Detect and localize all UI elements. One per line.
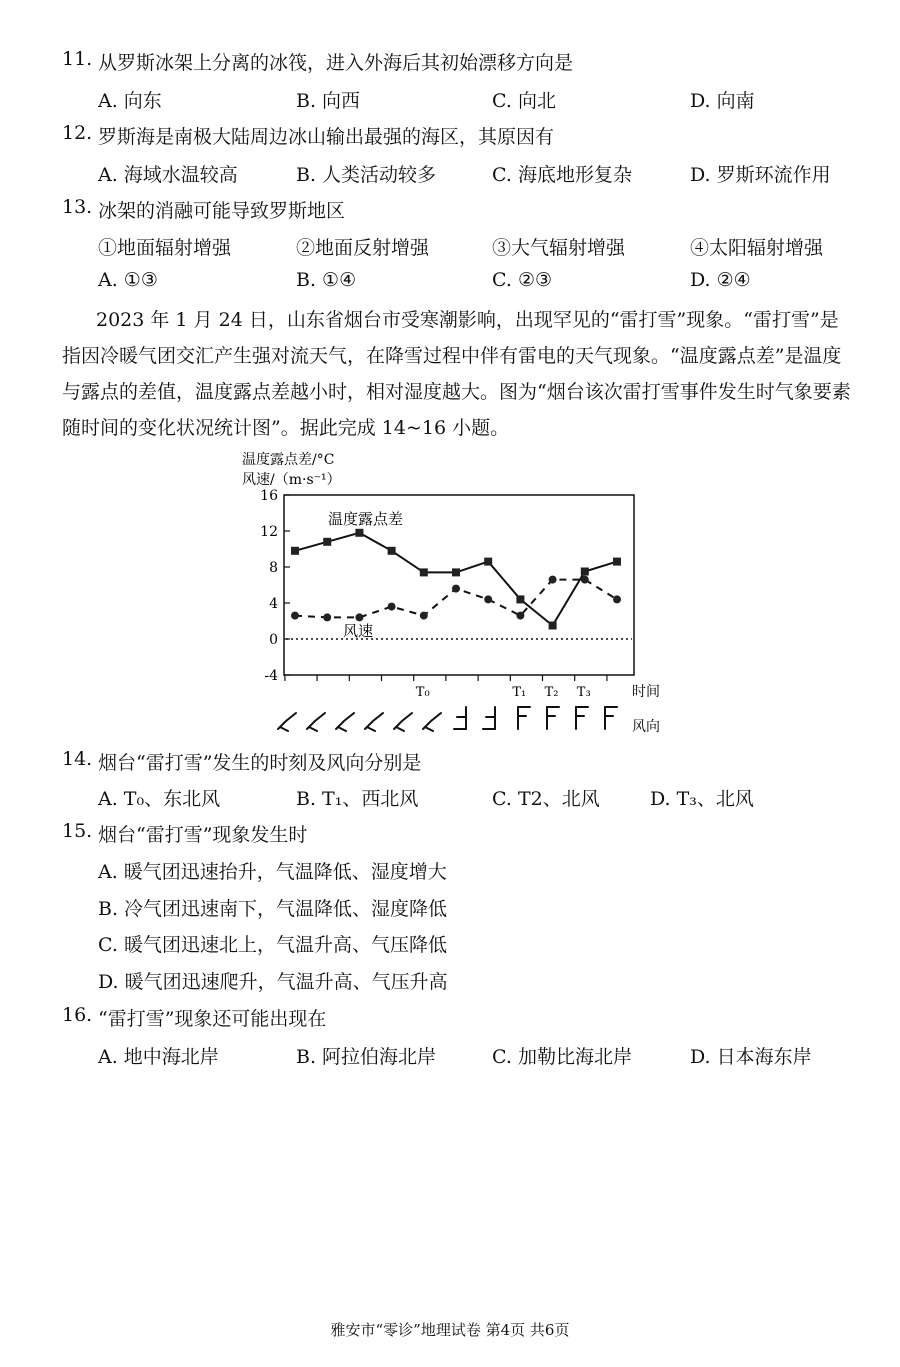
statement-4: ④太阳辐射增强 xyxy=(690,237,824,259)
wind-barb-feather xyxy=(309,727,317,731)
wind-barb-icon xyxy=(576,707,588,729)
option-a[interactable]: A. ①③ xyxy=(98,269,158,291)
option-d[interactable]: D. 罗斯环流作用 xyxy=(690,164,831,186)
windspeed-point xyxy=(323,613,331,621)
wind-barb-feather xyxy=(367,727,375,731)
windspeed-point xyxy=(549,576,557,584)
option-b[interactable]: B. 阿拉伯海北岸 xyxy=(296,1046,437,1068)
question-stem: 冰架的消融可能导致罗斯地区 xyxy=(98,200,346,222)
dewpoint-point xyxy=(613,558,621,566)
wind-barb-icon xyxy=(307,713,325,731)
dewpoint-line xyxy=(295,533,617,626)
dewpoint-point xyxy=(355,529,363,537)
statement-3: ③大气辐射增强 xyxy=(492,237,626,259)
wind-barb-icon xyxy=(454,707,466,729)
wind-barb-icon xyxy=(605,707,617,729)
wind-barb-feather xyxy=(396,727,404,731)
option-d[interactable]: D. 日本海东岸 xyxy=(690,1046,812,1068)
time-marker-label: T₂ xyxy=(544,685,559,700)
y-axis-label-2: 风速/（m·s⁻¹） xyxy=(242,472,341,488)
option-d[interactable]: D. T₃、北风 xyxy=(650,788,754,810)
option-c[interactable]: C. 向北 xyxy=(492,90,556,112)
question-stem: “雷打雪”现象还可能出现在 xyxy=(98,1008,327,1030)
question-stem: 烟台“雷打雪”现象发生时 xyxy=(98,824,308,846)
option-c[interactable]: C. ②③ xyxy=(492,269,553,291)
question-number: 12. xyxy=(62,122,93,144)
question-number: 16. xyxy=(62,1004,93,1026)
option-c[interactable]: C. 加勒比海北岸 xyxy=(492,1046,632,1068)
question-stem: 烟台“雷打雪”发生的时刻及风向分别是 xyxy=(98,752,422,774)
wind-barb-icon xyxy=(547,707,559,729)
wind-barb-feather xyxy=(425,727,433,731)
dewpoint-point xyxy=(549,622,557,630)
statement-1: ①地面辐射增强 xyxy=(98,237,232,259)
time-marker-label: T₁ xyxy=(512,685,527,700)
dewpoint-point xyxy=(388,547,396,555)
question-number: 14. xyxy=(62,748,93,770)
option-a[interactable]: A. 海域水温较高 xyxy=(98,164,238,186)
wind-barb-icon xyxy=(423,713,441,731)
option-c[interactable]: C. T2、北风 xyxy=(492,788,600,810)
option-b[interactable]: B. 冷气团迅速南下，气温降低、湿度降低 xyxy=(98,898,448,920)
option-b[interactable]: B. T₁、西北风 xyxy=(296,788,419,810)
y-axis-label-1: 温度露点差/°C xyxy=(242,452,335,468)
y-tick-label: 12 xyxy=(260,524,278,540)
wind-barb-feather xyxy=(280,727,288,731)
question-stem: 从罗斯冰架上分离的冰筏，进入外海后其初始漂移方向是 xyxy=(98,52,574,74)
dewpoint-point xyxy=(323,538,331,546)
option-b[interactable]: B. 向西 xyxy=(296,90,361,112)
y-tick-label: 8 xyxy=(269,560,278,576)
statement-2: ②地面反射增强 xyxy=(296,237,430,259)
windspeed-point xyxy=(452,585,460,593)
windspeed-point xyxy=(355,613,363,621)
option-a[interactable]: A. 向东 xyxy=(98,90,162,112)
option-a[interactable]: A. 地中海北岸 xyxy=(98,1046,219,1068)
windspeed-point xyxy=(613,595,621,603)
dewpoint-point xyxy=(581,568,589,576)
y-tick-label: -4 xyxy=(264,668,278,684)
windspeed-point xyxy=(581,576,589,584)
option-d[interactable]: D. ②④ xyxy=(690,269,751,291)
windspeed-point xyxy=(388,603,396,611)
wind-barb-icon xyxy=(365,713,383,731)
question-number: 11. xyxy=(62,48,93,70)
wind-barb-icon xyxy=(336,713,354,731)
wind-barb-icon xyxy=(394,713,412,731)
dewpoint-point xyxy=(291,547,299,555)
windspeed-point xyxy=(484,595,492,603)
option-a[interactable]: A. T₀、东北风 xyxy=(98,788,221,810)
question-number: 13. xyxy=(62,196,93,218)
windspeed-point xyxy=(291,612,299,620)
time-marker-label: T₃ xyxy=(576,685,591,700)
y-tick-label: 0 xyxy=(269,632,278,648)
dewpoint-point xyxy=(452,568,460,576)
dewpoint-point xyxy=(420,568,428,576)
option-b[interactable]: B. 人类活动较多 xyxy=(296,164,437,186)
series-label-dewpoint: 温度露点差 xyxy=(328,510,404,528)
page-footer: 雅安市“零诊”地理试卷 第4页 共6页 xyxy=(330,1321,570,1339)
series-label-windspeed: 风速 xyxy=(343,622,374,640)
y-tick-label: 4 xyxy=(269,596,278,612)
weather-chart xyxy=(228,444,668,744)
wind-row-label: 风向 xyxy=(632,719,660,735)
time-marker-label: T₀ xyxy=(415,685,430,700)
option-d[interactable]: D. 向南 xyxy=(690,90,755,112)
y-tick-label: 16 xyxy=(260,488,278,504)
windspeed-point xyxy=(420,612,428,620)
option-a[interactable]: A. 暖气团迅速抬升，气温降低、湿度增大 xyxy=(98,861,447,883)
option-b[interactable]: B. ①④ xyxy=(296,269,357,291)
wind-barb-icon xyxy=(518,707,530,729)
question-number: 15. xyxy=(62,820,93,842)
dewpoint-point xyxy=(484,558,492,566)
dewpoint-point xyxy=(516,595,524,603)
passage: 2023 年 1 月 24 日，山东省烟台市受寒潮影响，出现罕见的“雷打雪”现象。“雷打雪”是指因冷暖气团交汇产生强对流天气，在降雪过程中伴有雷电的天气现象。“温度露点差”是温度与露点的差值，温度露点差越小时，相对湿度越大。图为“烟台该次雷打雪事件发生时气象要素随时间的变化状况统计图”。据此完成 14~16 小题。 xyxy=(62,309,851,439)
windspeed-point xyxy=(516,612,524,620)
option-d[interactable]: D. 暖气团迅速爬升，气温升高、气压升高 xyxy=(98,971,448,993)
x-axis-label: 时间 xyxy=(632,684,660,700)
option-c[interactable]: C. 海底地形复杂 xyxy=(492,164,632,186)
wind-barb-icon xyxy=(483,707,495,729)
wind-barb-icon xyxy=(278,713,296,731)
wind-barb-feather xyxy=(338,727,346,731)
option-c[interactable]: C. 暖气团迅速北上，气温升高、气压降低 xyxy=(98,934,447,956)
question-stem: 罗斯海是南极大陆周边冰山输出最强的海区，其原因有 xyxy=(98,126,555,148)
